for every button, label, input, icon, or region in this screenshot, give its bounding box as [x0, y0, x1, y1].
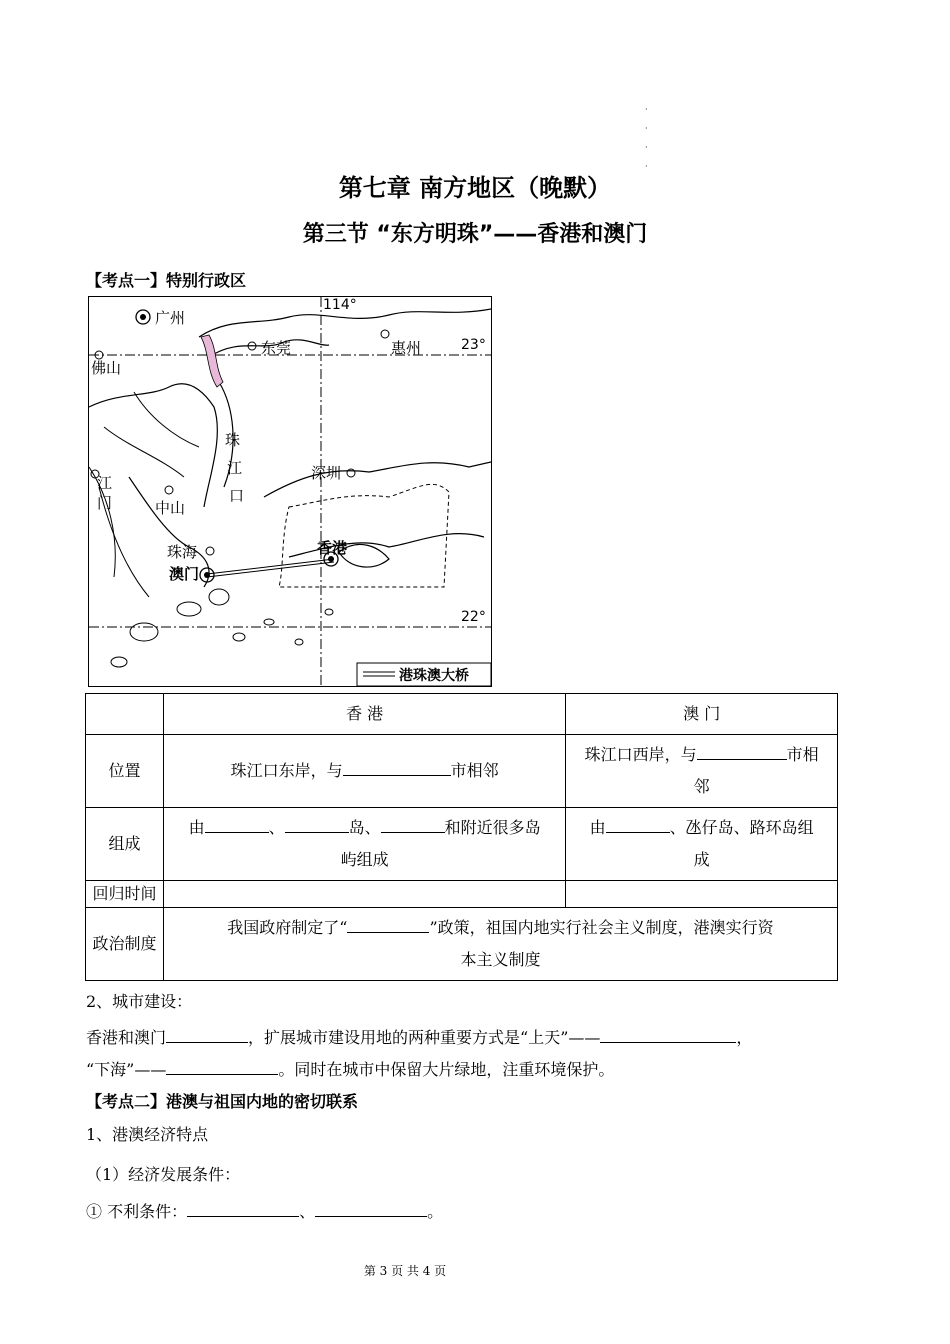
econ-subheading: （1）经济发展条件： — [86, 1165, 241, 1184]
table-row — [86, 881, 838, 908]
city-macau: 澳门 — [169, 565, 200, 583]
table-row — [86, 735, 838, 808]
econ-heading: 1、港澳经济特点 — [86, 1125, 209, 1144]
chapter-title: 第七章 南方地区（晚默） — [338, 174, 612, 202]
blank-field[interactable] — [697, 741, 787, 760]
text: 市相邻 — [450, 761, 499, 780]
text: 珠江口东岸，与 — [230, 761, 343, 780]
blank-field[interactable] — [315, 1198, 427, 1217]
text: 、氹仔岛、路环岛组 — [669, 818, 814, 837]
latitude-23-label: 23° — [461, 337, 486, 353]
text: “下海”—— — [86, 1060, 167, 1079]
text: 珠江口西岸，与 — [584, 745, 697, 764]
header-macau: 澳 门 — [566, 694, 838, 735]
mo-position-cell — [566, 735, 838, 808]
hk-return-cell[interactable] — [163, 881, 565, 908]
text: 邻 — [693, 777, 710, 796]
table-row — [86, 908, 838, 981]
margin-dots: · · · · — [645, 105, 648, 171]
text: ，扩展城市建设用地的两种重要方式是“上天”—— — [248, 1028, 601, 1047]
row-label-politics: 政治制度 — [86, 908, 164, 981]
section-heading-1: 【考点一】特别行政区 — [86, 271, 247, 290]
text: ， — [736, 1028, 753, 1047]
politics-cell — [163, 908, 837, 981]
blank-field[interactable] — [187, 1198, 299, 1217]
text: 由 — [188, 818, 205, 837]
text: 本主义制度 — [460, 950, 541, 969]
city-hongkong: 香港 — [317, 539, 348, 557]
city-shenzhen: 深圳 — [311, 464, 342, 482]
city-building-line2 — [86, 1056, 614, 1082]
mo-composition-cell — [566, 808, 838, 881]
table-cell — [86, 694, 164, 735]
text: 由 — [589, 818, 606, 837]
text: 和附近很多岛 — [444, 818, 541, 837]
text: 屿组成 — [340, 850, 389, 869]
river-label-2: 江 — [227, 459, 243, 477]
blank-field[interactable] — [381, 814, 445, 833]
latitude-22-label: 22° — [461, 609, 486, 625]
disadvantage-line — [86, 1198, 443, 1224]
blank-field[interactable] — [166, 1024, 248, 1043]
row-label-return: 回归时间 — [86, 881, 164, 908]
page-footer: 第 3 页 共 4 页 — [363, 1264, 447, 1278]
river-label-3: 口 — [229, 487, 245, 505]
city-dongguan: 东莞 — [261, 339, 292, 357]
text: ① 不利条件： — [86, 1202, 188, 1221]
text: 岛、 — [348, 818, 381, 837]
hk-composition-cell — [163, 808, 565, 881]
text: 。同时在城市中保留大片绿地，注重环境保护。 — [278, 1060, 615, 1079]
city-foshan: 佛山 — [91, 359, 122, 377]
row-label-composition: 组成 — [86, 808, 164, 881]
blank-field[interactable] — [600, 1024, 736, 1043]
blank-field[interactable] — [343, 757, 451, 776]
text: 、 — [299, 1202, 316, 1221]
text: 我国政府制定了“ — [227, 918, 348, 937]
text: 香港和澳门 — [86, 1028, 167, 1047]
river-label-1: 珠 — [225, 431, 241, 449]
hk-position-cell — [163, 735, 565, 808]
blank-field[interactable] — [205, 814, 269, 833]
blank-field[interactable] — [166, 1056, 278, 1075]
blank-field[interactable] — [285, 814, 349, 833]
table-row — [86, 694, 838, 735]
text: 、 — [268, 818, 285, 837]
row-label-position: 位置 — [86, 735, 164, 808]
city-huizhou: 惠州 — [391, 339, 422, 357]
text: 市相 — [786, 745, 819, 764]
section-title: 第三节 “东方明珠”——香港和澳门 — [302, 222, 648, 247]
sar-comparison-table — [85, 693, 838, 981]
city-building-heading: 2、城市建设： — [86, 992, 193, 1011]
map-legend-bridge: 港珠澳大桥 — [399, 668, 469, 684]
city-guangzhou: 广州 — [155, 309, 186, 327]
blank-field[interactable] — [606, 814, 670, 833]
city-zhuhai: 珠海 — [167, 543, 198, 561]
header-hongkong: 香 港 — [163, 694, 565, 735]
mo-return-cell[interactable] — [566, 881, 838, 908]
city-jiangmen: 江门 — [97, 474, 113, 512]
pearl-river-delta-map — [88, 296, 492, 687]
text: ”政策，祖国内地实行社会主义制度，港澳实行资 — [429, 918, 774, 937]
city-building-line1 — [86, 1024, 752, 1050]
blank-field[interactable] — [347, 914, 429, 933]
text: 成 — [693, 850, 710, 869]
city-zhongshan: 中山 — [155, 499, 186, 517]
section-heading-2: 【考点二】港澳与祖国内地的密切联系 — [86, 1092, 359, 1111]
text: 。 — [427, 1202, 444, 1221]
longitude-label: 114° — [323, 297, 357, 313]
table-row — [86, 808, 838, 881]
